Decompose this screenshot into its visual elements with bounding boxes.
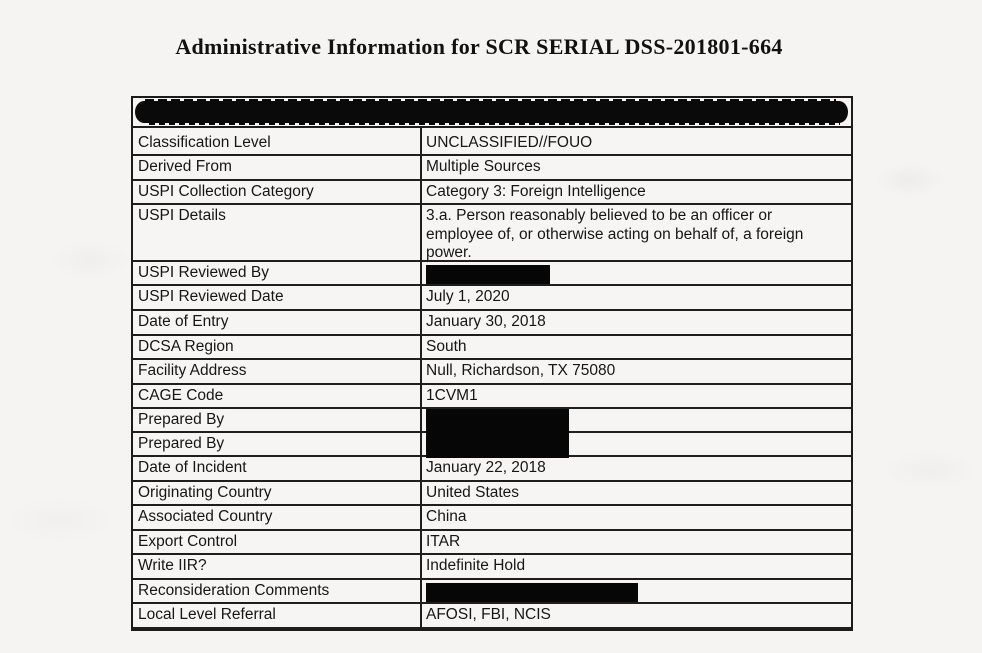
table-row (133, 205, 851, 262)
table-row (133, 262, 851, 286)
table-row (133, 531, 851, 555)
table-row (133, 336, 851, 360)
redaction-bar (426, 265, 550, 284)
table-row (133, 128, 851, 156)
row-value: Category 3: Foreign Intelligence (426, 183, 646, 200)
row-label: CAGE Code (133, 385, 422, 407)
table-row (133, 482, 851, 506)
row-value: United States (426, 484, 520, 501)
row-value (422, 205, 851, 260)
row-label: USPI Reviewed Date (133, 286, 422, 309)
uspi-details-text: 3.a. Person reasonably believed to be an officer or employee of, or otherwise acting on behalf of, a foreign power. (426, 207, 804, 260)
table-row (133, 286, 851, 311)
row-value: Null, Richardson, TX 75080 (426, 362, 616, 379)
table-row (133, 555, 851, 580)
table-row (133, 506, 851, 531)
row-value: South (426, 338, 467, 355)
table-row (133, 311, 851, 336)
table-row (133, 385, 851, 409)
row-label: USPI Collection Category (133, 181, 422, 203)
redaction-bar-header (135, 101, 848, 123)
row-label: Originating Country (133, 482, 422, 504)
row-value: China (426, 508, 467, 525)
table-row (133, 580, 851, 604)
table-row (133, 181, 851, 205)
row-label: Prepared By (133, 409, 422, 431)
row-label: Facility Address (133, 360, 422, 383)
table-header-row (133, 98, 851, 128)
row-value: ITAR (426, 533, 461, 550)
row-label: DCSA Region (133, 336, 422, 358)
row-value: UNCLASSIFIED//FOUO (426, 134, 593, 151)
table-row (133, 457, 851, 482)
redaction-bar (426, 583, 638, 602)
row-label: USPI Reviewed By (133, 262, 422, 284)
row-label: USPI Details (133, 205, 422, 260)
row-label: Classification Level (133, 128, 422, 154)
row-label: Export Control (133, 531, 422, 553)
row-label: Reconsideration Comments (133, 580, 422, 602)
redaction-bar (426, 409, 569, 458)
row-value (422, 580, 851, 602)
row-label: Local Level Referral (133, 604, 422, 627)
table-row (133, 156, 851, 181)
row-label: Write IIR? (133, 555, 422, 578)
row-label: Derived From (133, 156, 422, 179)
row-label: Prepared By (133, 433, 422, 455)
row-value: AFOSI, FBI, NCIS (426, 606, 551, 623)
row-value: January 22, 2018 (426, 459, 546, 476)
row-value: Indefinite Hold (426, 557, 526, 574)
row-label: Date of Incident (133, 457, 422, 480)
administrative-info-table (131, 96, 853, 631)
row-value: Multiple Sources (426, 158, 541, 175)
table-row (133, 604, 851, 629)
row-value: July 1, 2020 (426, 288, 510, 305)
row-label: Associated Country (133, 506, 422, 529)
row-value (422, 262, 851, 284)
table-row (133, 360, 851, 385)
row-label: Date of Entry (133, 311, 422, 334)
row-value: January 30, 2018 (426, 313, 546, 330)
page-title: Administrative Information for SCR SERIAL DSS-201801-664 (175, 34, 783, 59)
row-value: 1CVM1 (426, 387, 478, 404)
